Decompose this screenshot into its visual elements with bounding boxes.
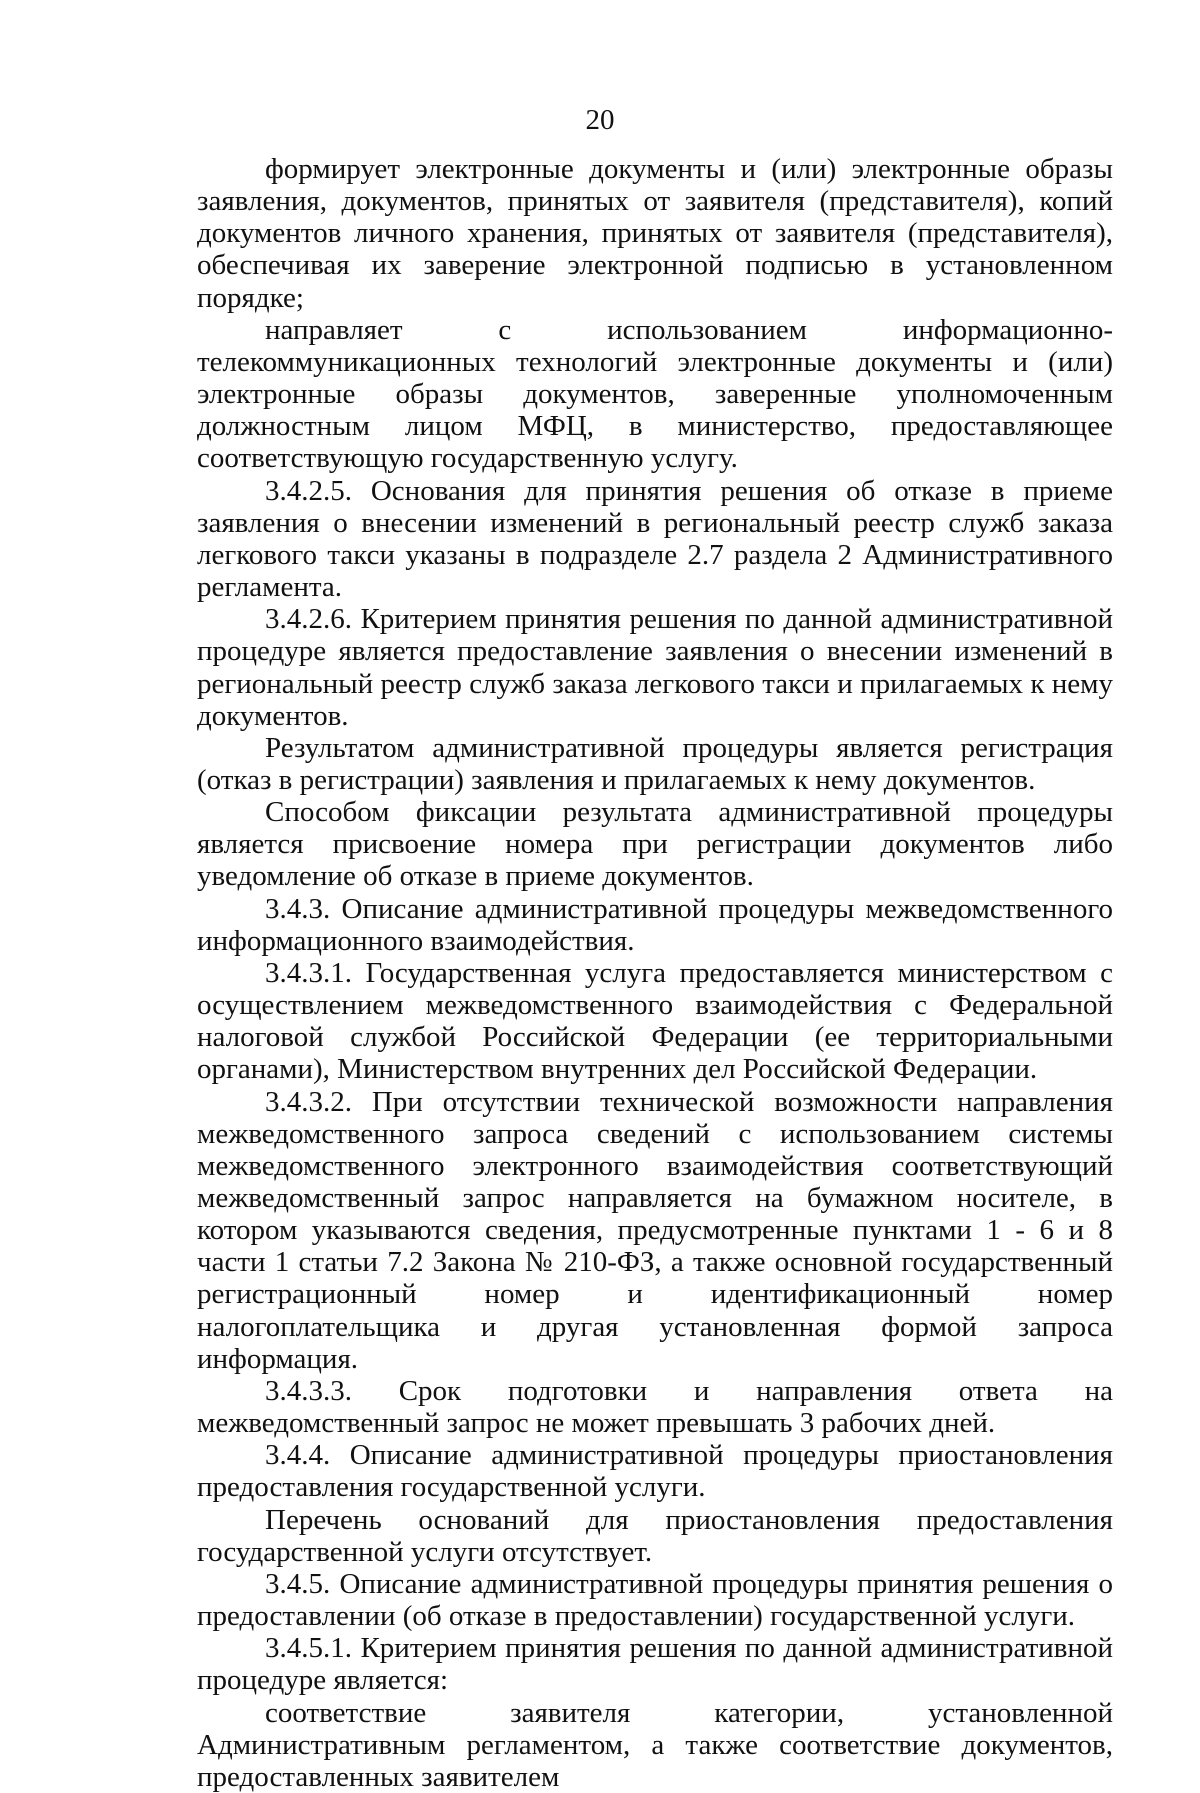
- paragraph-12: Перечень оснований для приостановления предоставления государственной услуги отсутствует.: [197, 1503, 1113, 1568]
- paragraph-11: 3.4.4. Описание административной процедуры приостановления предоставления государственной услуги.: [197, 1439, 1113, 1504]
- paragraph-4: 3.4.2.6. Критерием принятия решения по данной административной процедуре является предоставление заявления о внесении изменений в региональный реестр служб заказа легкового такси и прилагаемых к нему документов.: [197, 603, 1113, 732]
- paragraph-15: соответствие заявителя категории, установленной Административным регламентом, а также соответствие документов, предоставленных заявителем: [197, 1696, 1113, 1793]
- paragraph-14: 3.4.5.1. Критерием принятия решения по данной административной процедуре является:: [197, 1632, 1113, 1697]
- paragraph-2: направляет с использованием информационно-телекоммуникационных технологий электронные документы и (или) электронные образы документов, заверенные уполномоченным должностным лицом МФЦ, в министерство, предоставляющее соответствующую государственную услугу.: [197, 313, 1113, 475]
- paragraph-6: Способом фиксации результата административной процедуры является присвоение номера при регистрации документов либо уведомление об отказе в приеме документов.: [197, 796, 1113, 893]
- paragraph-3: 3.4.2.5. Основания для принятия решения об отказе в приеме заявления о внесении изменений в региональный реестр служб заказа легкового такси указаны в подразделе 2.7 раздела 2 Административного регламента.: [197, 474, 1113, 604]
- paragraph-5: Результатом административной процедуры является регистрация (отказ в регистрации) заявления и прилагаемых к нему документов.: [197, 731, 1113, 796]
- paragraph-8: 3.4.3.1. Государственная услуга предоставляется министерством с осуществлением межведомственного взаимодействия с Федеральной налоговой службой Российской Федерации (ее территориальными органами), Министерством внутренних дел Российской Федерации.: [197, 956, 1113, 1086]
- paragraph-7: 3.4.3. Описание административной процедуры межведомственного информационного взаимодействия.: [197, 892, 1113, 957]
- paragraph-1: формирует электронные документы и (или) электронные образы заявления, документов, принятых от заявителя (представителя), копий документов личного хранения, принятых от заявителя (представителя), обеспечивая их заверение электронной подписью в установленном порядке;: [197, 153, 1113, 314]
- paragraph-9: 3.4.3.2. При отсутствии технической возможности направления межведомственного запроса сведений с использованием системы межведомственного электронного взаимодействия соответствующий межведомственный запрос направляется на бумажном носителе, в котором указываются сведения, предусмотренные пунктами 1 - 6 и 8 части 1 статьи 7.2 Закона № 210-ФЗ, а также основной государственный регистрационный номер и идентификационный номер налогоплательщика и другая установленная формой запроса информация.: [197, 1085, 1113, 1375]
- page-number: 20: [585, 104, 615, 136]
- paragraph-13: 3.4.5. Описание административной процедуры принятия решения о предоставлении (об отказе в предоставлении) государственной услуги.: [197, 1567, 1113, 1633]
- paragraph-10: 3.4.3.3. Срок подготовки и направления ответа на межведомственный запрос не может превышать 3 рабочих дней.: [197, 1374, 1113, 1440]
- document-body: [197, 153, 1113, 1793]
